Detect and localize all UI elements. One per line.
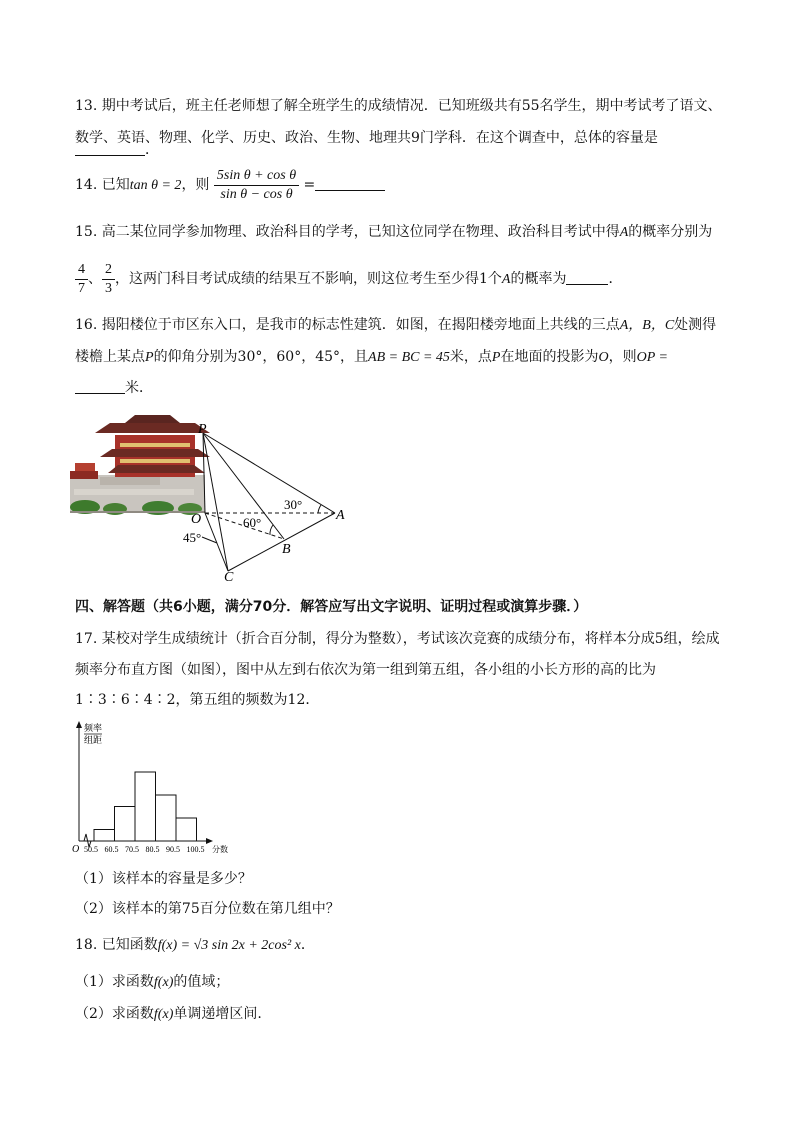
label-45: 45° bbox=[183, 530, 202, 545]
q16-text2c: 米，点 bbox=[449, 349, 492, 365]
q16-text2a: 楼檐上某点 bbox=[75, 349, 145, 365]
q18-function: f(x) = √3 sin 2x + 2cos² x bbox=[157, 938, 301, 953]
y-axis-arrow bbox=[76, 721, 82, 728]
histogram-bar bbox=[156, 795, 177, 841]
q16-answer-blank[interactable] bbox=[75, 379, 125, 394]
q16-text1: 16. 揭阳楼位于市区东入口，是我市的标志性建筑．如图，在揭阳楼旁地面上共线的三点 bbox=[75, 317, 620, 333]
q16-OP: OP = bbox=[636, 350, 668, 365]
q16-text2b: 的仰角分别为30°，60°，45°，且 bbox=[153, 349, 369, 365]
line-PC bbox=[203, 433, 228, 571]
y-label-top: 频率 bbox=[84, 723, 103, 733]
q14-mid: ，则 bbox=[181, 177, 210, 193]
q16-text2d: 在地面的投影为 bbox=[500, 349, 599, 365]
q16-line3 bbox=[75, 378, 153, 398]
x-tick-label: 80.5 bbox=[145, 845, 160, 854]
q15-text2: ，这两门科目考试成绩的结果互不影响，则这位考生至少得1个 bbox=[115, 271, 502, 287]
label-B: B bbox=[282, 542, 291, 557]
y-label-bottom: 组距 bbox=[84, 735, 103, 745]
q13-line1: 13. 期中考试后，班主任老师想了解全班学生的成绩情况．已知班级共有55名学生，期中考试考了语文、 bbox=[75, 98, 722, 114]
q14-denominator: sin θ − cos θ bbox=[220, 186, 293, 202]
x-axis-label: 分数 bbox=[212, 845, 228, 854]
q17-line3: 1∶3∶6∶4∶2，第五组的频数为12． bbox=[75, 692, 320, 708]
q15-f2-num: 2 bbox=[102, 261, 115, 280]
line-PA bbox=[203, 433, 335, 513]
histogram-bar bbox=[115, 807, 136, 842]
q18-sub2-f: f(x) bbox=[153, 1007, 174, 1022]
q18-line1 bbox=[75, 935, 315, 956]
arc-30 bbox=[318, 505, 321, 513]
histogram-bars bbox=[94, 772, 197, 841]
building-illustration bbox=[70, 415, 210, 515]
q16-text1b: 处测得 bbox=[674, 317, 717, 333]
q15-f2-den: 3 bbox=[105, 280, 112, 296]
x-tick-label: 50.5 bbox=[84, 845, 98, 854]
q15-tail: ． bbox=[608, 271, 623, 287]
label-30: 30° bbox=[284, 497, 303, 512]
q17-sub2: （2）该样本的第75百分位数在第几组中？ bbox=[75, 901, 340, 917]
line-OC bbox=[205, 513, 228, 571]
q13-tail: ． bbox=[145, 142, 159, 158]
q15-f1-den: 7 bbox=[78, 280, 85, 296]
origin-label: O bbox=[72, 844, 80, 855]
q18-sub1-a: （1）求函数 bbox=[75, 974, 154, 990]
q14-fraction bbox=[214, 167, 299, 204]
q14-condition: tan θ = 2 bbox=[129, 178, 182, 193]
geometry-lines bbox=[202, 433, 335, 571]
q14 bbox=[75, 165, 385, 206]
q18-sub2-b: 单调递增区间. bbox=[173, 1006, 262, 1022]
q15-var2: A bbox=[501, 272, 511, 287]
label-P: P bbox=[198, 422, 207, 437]
q15-f1-num: 4 bbox=[75, 261, 88, 280]
x-tick-label: 90.5 bbox=[166, 845, 180, 854]
label-C: C bbox=[224, 570, 234, 585]
q15-fraction-1 bbox=[75, 261, 88, 298]
q16-figure bbox=[70, 415, 360, 587]
q16-O: O bbox=[598, 350, 609, 365]
q14-equals: = bbox=[303, 177, 316, 193]
q13-answer-blank[interactable] bbox=[75, 141, 145, 156]
histogram-bar bbox=[176, 818, 197, 841]
q17-sub1: （1）该样本的容量是多少？ bbox=[75, 871, 252, 887]
frequency-histogram bbox=[70, 718, 240, 858]
q16-text3: 米． bbox=[125, 380, 153, 396]
q14-numerator: 5sin θ + cos θ bbox=[214, 167, 299, 186]
q18-tail: ． bbox=[300, 937, 315, 953]
q17-line2: 频率分布直方图（如图），图中从左到右依次为第一组到第五组，各小组的小长方形的高的比为 bbox=[75, 662, 656, 678]
q16-line2 bbox=[75, 347, 668, 368]
q16-text2e: ，则 bbox=[608, 349, 637, 365]
q15-line1 bbox=[75, 222, 712, 243]
q15-fraction-2 bbox=[102, 261, 115, 298]
section-4-heading: 四、解答题（共6小题，满分70分．解答应写出文字说明、证明过程或演算步骤．） bbox=[75, 599, 588, 615]
q16-line1 bbox=[75, 315, 716, 336]
q16-points: A，B，C bbox=[619, 318, 675, 333]
q17-line1: 17. 某校对学生成绩统计（折合百分制，得分为整数），考试该次竞赛的成绩分布，将样本分成5组，绘成 bbox=[75, 631, 720, 647]
arc-60 bbox=[270, 525, 273, 535]
label-O: O bbox=[191, 512, 202, 527]
q18-sub2-a: （2）求函数 bbox=[75, 1006, 154, 1022]
label-A: A bbox=[336, 508, 345, 523]
q15-text2b: 的概率为 bbox=[510, 271, 567, 287]
x-tick-label: 70.5 bbox=[125, 845, 139, 854]
x-tick-label: 60.5 bbox=[104, 845, 119, 854]
q15-text1b: 的概率分别为 bbox=[628, 224, 713, 240]
q14-answer-blank[interactable] bbox=[315, 176, 385, 191]
q18-prefix: 18. 已知函数 bbox=[75, 937, 158, 953]
q13-line2: 数学、英语、物理、化学、历史、政治、生物、地理共9门学科．在这个调查中，总体的容量是 bbox=[75, 130, 658, 146]
q15-text1: 15. 高二某位同学参加物理、政治科目的学考，已知这位同学在物理、政治科目考试中得 bbox=[75, 224, 620, 240]
q15-var: A bbox=[619, 225, 629, 240]
q16-condition: AB = BC = 45 bbox=[368, 350, 450, 365]
q16-P: P bbox=[145, 350, 154, 365]
q16-P2: P bbox=[491, 350, 501, 365]
q18-sub1 bbox=[75, 972, 229, 993]
label-60: 60° bbox=[243, 515, 262, 530]
q15-answer-blank[interactable] bbox=[566, 270, 608, 285]
q18-sub1-b: 的值域； bbox=[173, 974, 230, 990]
x-axis-arrow bbox=[206, 838, 213, 844]
histogram-tick-labels bbox=[84, 845, 205, 854]
histogram-bar bbox=[94, 830, 115, 842]
q15-sep: 、 bbox=[88, 271, 102, 287]
histogram-bar bbox=[135, 772, 156, 841]
q18-sub1-f: f(x) bbox=[153, 975, 174, 990]
q13-answer-line bbox=[75, 140, 159, 160]
q14-prefix: 14. 已知 bbox=[75, 177, 130, 193]
q18-sub2 bbox=[75, 1004, 262, 1025]
q15-line2 bbox=[75, 257, 622, 302]
x-tick-label: 100.5 bbox=[186, 845, 205, 854]
